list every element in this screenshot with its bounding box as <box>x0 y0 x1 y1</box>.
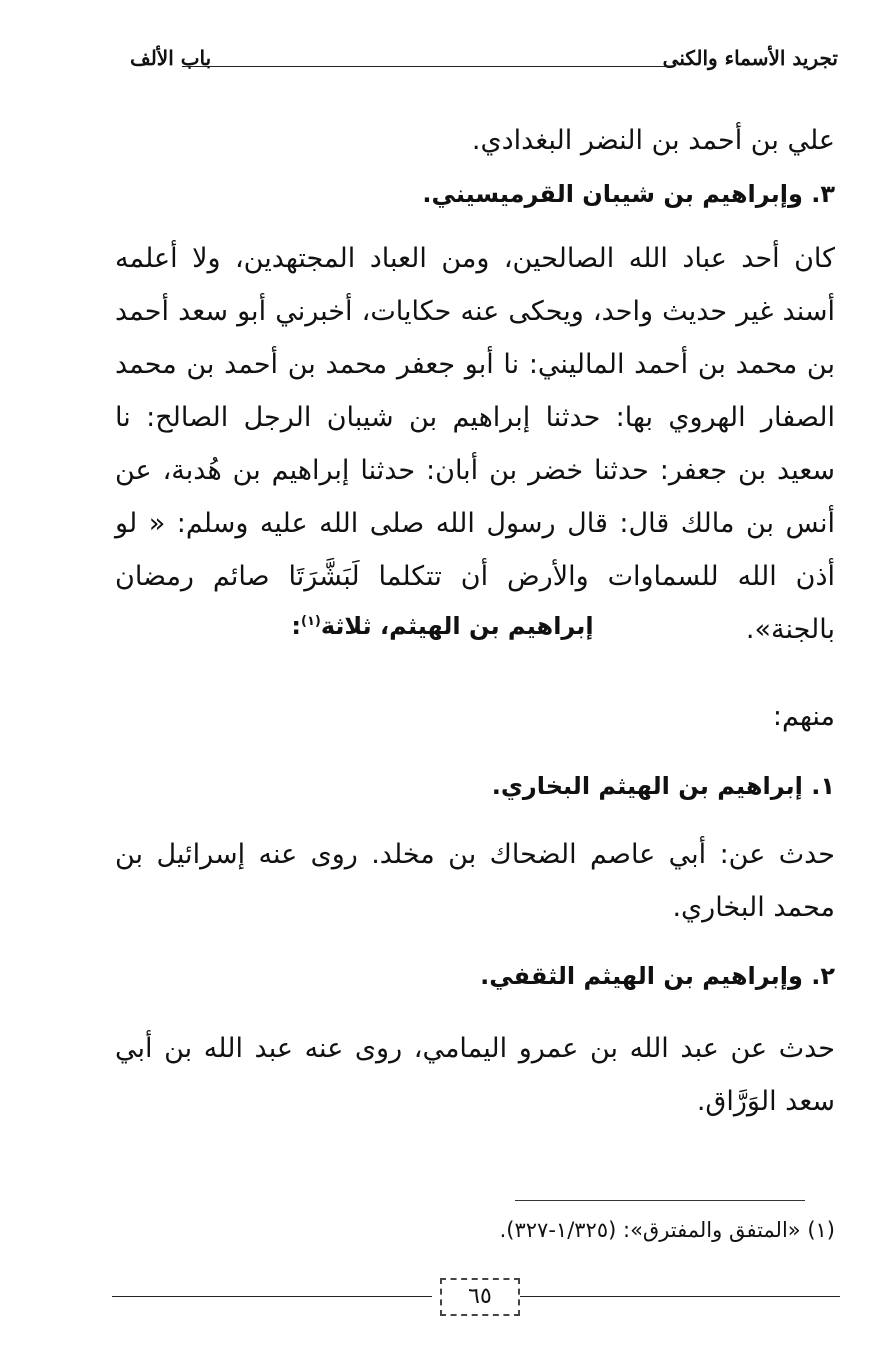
footnote-rule <box>515 1200 805 1201</box>
section-heading-colon: : <box>291 612 301 640</box>
entry-b2-heading: ٢. وإبراهيم بن الهيثم الثقفي. <box>480 962 835 990</box>
section-heading <box>0 612 885 640</box>
header-book-title: تجريد الأسماء والكنى <box>662 46 838 70</box>
header-rule <box>182 66 668 67</box>
entry-b1-heading: ١. إبراهيم بن الهيثم البخاري. <box>491 772 835 800</box>
entry-b2-text: حدث عن عبد الله بن عمرو اليمامي، روى عنه عبد الله بن أبي سعد الوَرَّاق. <box>115 1033 835 1117</box>
footer-rule-right <box>520 1296 840 1297</box>
footnote-marker: (١) <box>301 614 321 629</box>
entry-b1-text: حدث عن: أبي عاصم الضحاك بن مخلد. روى عنه إسرائيل بن محمد البخاري. <box>115 839 835 923</box>
footnote: (١) «المتفق والمفترق»: (١/٣٢٥-٣٢٧). <box>499 1218 835 1242</box>
running-header <box>120 46 838 80</box>
page-number: ٦٥ <box>440 1278 520 1316</box>
section-heading-text: إبراهيم بن الهيثم، ثلاثة <box>320 612 594 640</box>
header-chapter: باب الألف <box>130 46 212 70</box>
entry-continuation: علي بن أحمد بن النضر البغدادي. <box>471 125 835 156</box>
entry-3-text: كان أحد عباد الله الصالحين، ومن العباد المجتهدين، ولا أعلمه أسند غير حديث واحد، ويحكى عنه حكايات، أخبرني أبو سعد أحمد بن محمد بن أحمد الماليني: نا أبو جعفر محمد بن أحمد بن محمد الصفار الهروي بها: حدثنا إبراهيم بن شيبان الرجل الصالح: نا سعيد بن جعفر: حدثنا خضر بن أبان: حدثنا إبراهيم بن هُدبة، عن أنس بن مالك قال: قال رسول الله صلى الله عليه وسلم: « لو أذن الله للسماوات والأرض أن تتكلما لَبَشَّرَتَا صائم رمضان بالجنة». <box>115 243 835 645</box>
section-intro: منهم: <box>772 701 835 732</box>
footer-rule-left <box>112 1296 432 1297</box>
entry-3-heading: ٣. وإبراهيم بن شيبان القرميسيني. <box>422 180 835 208</box>
